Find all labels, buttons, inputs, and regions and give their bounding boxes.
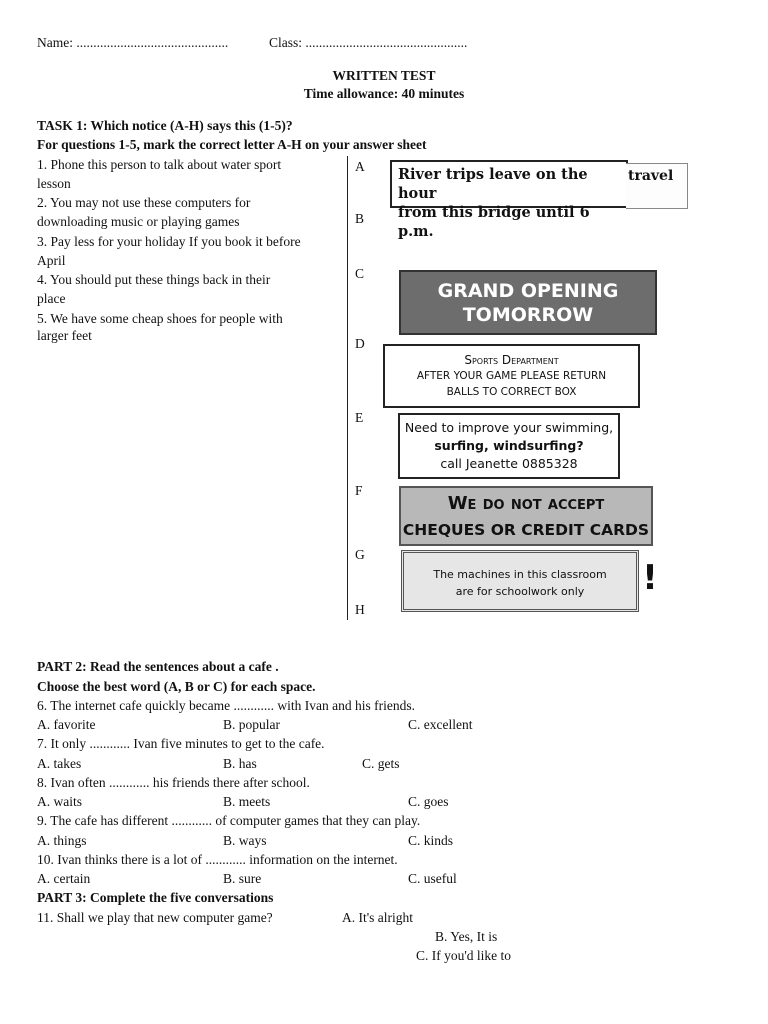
notice-letter-c: C [355,266,365,281]
notice-letter-f: F [355,483,363,498]
notice-e-line1: Need to improve your swimming, [404,420,614,435]
notice-e [398,413,620,479]
option-b: B. meets [223,794,271,809]
notice-d [383,344,640,408]
option-a: A. certain [37,871,91,886]
notice-e-line2: surfing, windsurfing? [434,438,584,453]
notice-d-line3: BALLS TO CORRECT BOX [446,386,577,398]
option-a: A. It's alright [342,910,414,925]
question-7: 7. It only ............ Ivan five minutes to get to the cafe. [37,736,325,751]
option-c: C. useful [408,871,457,886]
question-8: 8. Ivan often ............ his friends there after school. [37,775,310,790]
option-c: C. kinds [408,833,454,848]
option-b: B. ways [223,833,267,848]
notice-e-line3: call Jeanette 0885328 [440,456,578,471]
task1-line: 3. Pay less for your holiday If you book it before [37,234,301,249]
notice-f-line1: We do not accept [447,493,605,514]
part3-heading: PART 3: Complete the five conversations [37,890,274,905]
task1-line: April [37,253,66,268]
task1-line: downloading music or playing games [37,214,240,229]
notice-a-extra-text: travel [628,168,674,184]
notice-c-line2: TOMORROW [462,304,594,326]
notice-g-line2: are for schoolwork only [455,585,585,598]
task1-line: lesson [37,176,71,191]
part2-instruction: Choose the best word (A, B or C) for each space. [37,679,316,694]
option-c: C. goes [408,794,449,809]
notice-letter-b: B [355,211,365,226]
task1-line: larger feet [37,328,92,343]
option-a: A. waits [37,794,82,809]
column-divider [347,156,348,620]
notice-letter-h: H [355,602,365,617]
task1-heading: TASK 1: Which notice (A-H) says this (1-5)? [37,118,293,133]
notice-d-line1: Sports Department [464,353,559,367]
question-9: 9. The cafe has different ............ of computer games that they can play. [37,813,421,828]
class-field: Class: ................................................ [269,35,468,50]
option-c: C. If you'd like to [416,948,512,963]
notice-g-line1: The machines in this classroom [433,568,607,581]
notice-letter-a: A [355,159,365,174]
question-10: 10. Ivan thinks there is a lot of ............ information on the internet. [37,852,398,867]
notice-letter-g: G [355,547,365,562]
part2-heading: PART 2: Read the sentences about a cafe . [37,659,279,674]
task1-line: 1. Phone this person to talk about water sport [37,157,282,172]
notice-a-line1: River trips leave on the hour [398,166,588,202]
task1-instruction: For questions 1-5, mark the correct letter A-H on your answer sheet [37,137,427,152]
option-b: B. has [223,756,257,771]
task1-line: 5. We have some cheap shoes for people with [37,311,283,326]
option-a: A. favorite [37,717,96,732]
option-a: A. things [37,833,87,848]
notice-letter-e: E [355,410,364,425]
notice-c [399,270,657,335]
option-c: C. excellent [408,717,473,732]
option-c: C. gets [362,756,400,771]
option-b: B. popular [223,717,280,732]
option-b: B. Yes, It is [435,929,498,944]
name-field: Name: ............................................. [37,35,229,50]
option-a: A. takes [37,756,82,771]
option-b: B. sure [223,871,262,886]
notice-g [401,550,639,612]
question-11: 11. Shall we play that new computer game? [37,910,273,925]
task1-line: place [37,291,66,306]
question-6: 6. The internet cafe quickly became ............ with Ivan and his friends. [37,698,416,713]
task1-line: 2. You may not use these computers for [37,195,251,210]
notice-d-line2: AFTER YOUR GAME PLEASE RETURN [416,370,607,382]
notice-f [399,486,653,546]
page-title: WRITTEN TEST [332,68,436,83]
notice-c-line1: GRAND OPENING [437,280,619,302]
notice-f-line2: CHEQUES OR CREDIT CARDS [402,521,650,539]
notice-a-line2: from this bridge until 6 p.m. [398,204,590,240]
exclamation-mark: ! [642,558,658,598]
notice-a-extra [626,163,688,209]
notice-a [390,160,628,240]
page-subtitle: Time allowance: 40 minutes [303,86,465,101]
task1-line: 4. You should put these things back in their [37,272,271,287]
notice-letter-d: D [355,336,365,351]
